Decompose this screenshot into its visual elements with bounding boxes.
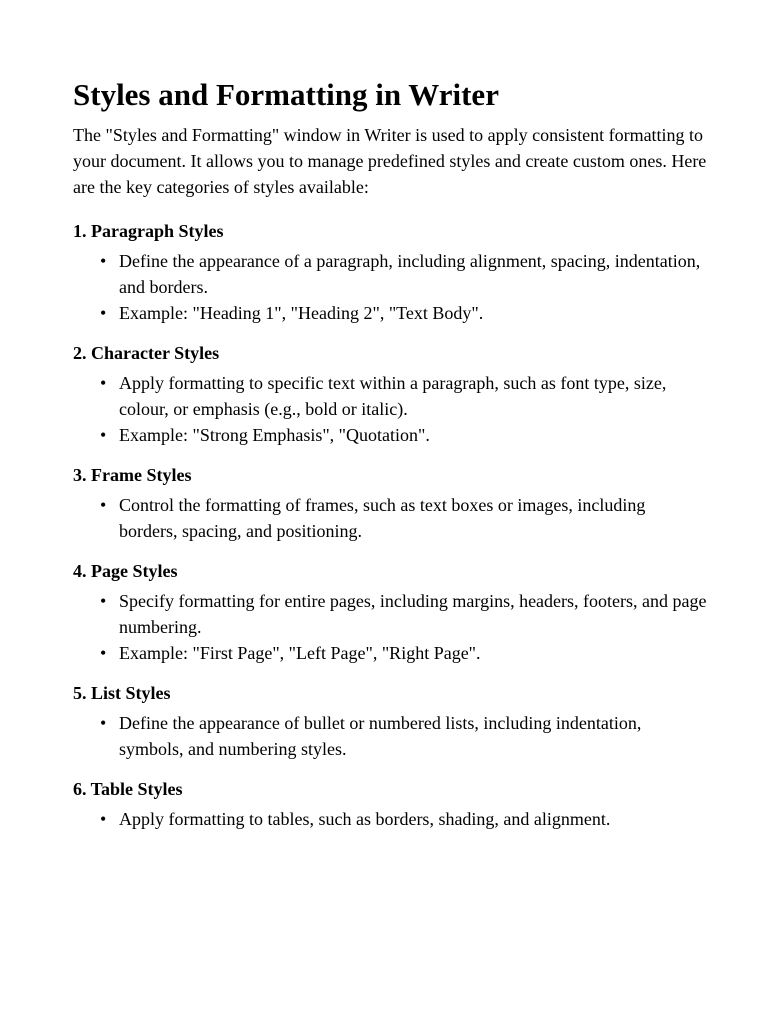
list-item: [73, 640, 708, 666]
list-item-text: Example: "Heading 1", "Heading 2", "Text Body".: [119, 303, 484, 323]
section-heading: 1. Paragraph Styles: [73, 221, 224, 241]
style-category-section: [73, 776, 708, 832]
intro-paragraph: The "Styles and Formatting" window in Writer is used to apply consistent formatting to your document. It allows you to manage predefined styles and create custom ones. Here are the key categories of styles available:: [73, 125, 707, 197]
section-heading: 2. Character Styles: [73, 343, 220, 363]
list-item-text: Example: "Strong Emphasis", "Quotation".: [119, 425, 430, 445]
list-item-text: Define the appearance of a paragraph, including alignment, spacing, indentation, and borders.: [119, 251, 701, 297]
list-item-text: Define the appearance of bullet or numbered lists, including indentation, symbols, and numbering styles.: [119, 713, 642, 759]
list-item: [73, 710, 708, 762]
bullet-list: [73, 710, 708, 762]
page-title: Styles and Formatting in Writer: [73, 77, 499, 112]
bullet-icon: •: [100, 425, 107, 445]
bullet-list: [73, 492, 708, 544]
bullet-list: [73, 588, 708, 666]
bullet-list: [73, 370, 708, 448]
list-item: [73, 806, 708, 832]
section-heading: 3. Frame Styles: [73, 465, 192, 485]
bullet-icon: •: [100, 495, 107, 515]
style-category-section: [73, 680, 708, 762]
section-heading: 5. List Styles: [73, 683, 171, 703]
list-item: [73, 370, 708, 422]
list-item-text: Apply formatting to specific text within a paragraph, such as font type, size, colour, or emphasis (e.g., bold or italic).: [119, 373, 667, 419]
style-category-section: [73, 218, 708, 326]
bullet-icon: •: [100, 713, 107, 733]
list-item-text: Apply formatting to tables, such as borders, shading, and alignment.: [119, 809, 611, 829]
list-item: [73, 300, 708, 326]
section-heading: 4. Page Styles: [73, 561, 178, 581]
section-heading: 6. Table Styles: [73, 779, 183, 799]
list-item: [73, 588, 708, 640]
bullet-icon: •: [100, 373, 107, 393]
list-item: [73, 422, 708, 448]
bullet-icon: •: [100, 303, 107, 323]
style-category-section: [73, 340, 708, 448]
style-category-section: [73, 558, 708, 666]
list-item: [73, 248, 708, 300]
list-item-text: Control the formatting of frames, such as text boxes or images, including borders, spacing, and positioning.: [119, 495, 646, 541]
bullet-list: [73, 806, 708, 832]
bullet-icon: •: [100, 591, 107, 611]
style-category-section: [73, 462, 708, 544]
sections-container: [73, 218, 708, 832]
list-item: [73, 492, 708, 544]
list-item-text: Example: "First Page", "Left Page", "Right Page".: [119, 643, 481, 663]
bullet-icon: •: [100, 809, 107, 829]
list-item-text: Specify formatting for entire pages, including margins, headers, footers, and page numbering.: [119, 591, 707, 637]
bullet-icon: •: [100, 643, 107, 663]
bullet-icon: •: [100, 251, 107, 271]
bullet-list: [73, 248, 708, 326]
